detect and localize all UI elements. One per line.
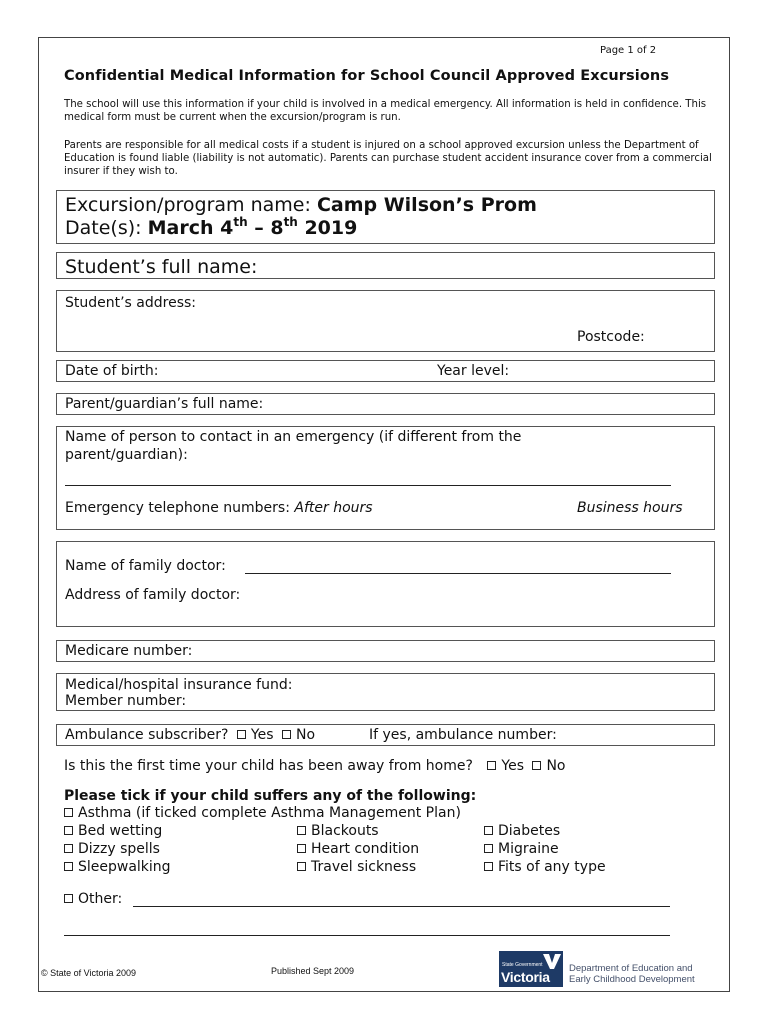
document-title: Confidential Medical Information for School Council Approved Excursions <box>64 68 670 84</box>
excursion-dates-row <box>65 217 357 239</box>
ambulance-row <box>65 727 315 743</box>
emergency-contact-label-1: Name of person to contact in an emergency (if different from the <box>65 429 522 445</box>
year-level-label: Year level: <box>437 363 510 379</box>
doctor-address-label: Address of family doctor: <box>65 587 241 603</box>
first-time-no-checkbox[interactable] <box>532 761 541 770</box>
condition-label: Migraine <box>498 841 559 857</box>
insurance-fund-label: Medical/hospital insurance fund: <box>65 677 293 693</box>
condition-label: Dizzy spells <box>78 841 160 857</box>
condition-item <box>64 841 160 857</box>
condition-checkbox[interactable] <box>297 844 306 853</box>
gov-small-text: State Government <box>502 962 543 968</box>
condition-checkbox[interactable] <box>484 862 493 871</box>
intro-paragraph-2: Parents are responsible for all medical costs if a student is injured on a school approved excursion unless the Department of Education is found liable (liability is not automatic). Parents can purchase student accident insurance cover from a commercial insurer if they wish to. <box>64 140 712 177</box>
condition-label: Heart condition <box>311 841 420 857</box>
condition-item <box>484 859 606 875</box>
condition-asthma <box>64 805 461 821</box>
conditions-heading: Please tick if your child suffers any of the following: <box>64 788 477 804</box>
condition-item <box>64 859 171 875</box>
condition-label: Diabetes <box>498 823 561 839</box>
insurance-box[interactable] <box>56 673 715 711</box>
other-line-1[interactable] <box>133 906 670 907</box>
emergency-phone-row <box>65 500 373 516</box>
emergency-contact-line <box>65 485 671 486</box>
published-text: Published Sept 2009 <box>271 966 355 976</box>
other-checkbox[interactable] <box>64 894 73 903</box>
parent-name-box[interactable] <box>56 393 715 415</box>
excursion-dates-value: March 4th – 8th 2019 <box>147 215 358 239</box>
condition-other <box>64 891 122 907</box>
first-time-row <box>64 758 566 774</box>
condition-label: Sleepwalking <box>78 859 171 875</box>
condition-label: Fits of any type <box>498 859 606 875</box>
doctor-box[interactable] <box>56 541 715 627</box>
postcode-label: Postcode: <box>577 329 645 345</box>
condition-label: Blackouts <box>311 823 379 839</box>
asthma-label: Asthma (if ticked complete Asthma Management Plan) <box>78 805 461 821</box>
page-number: Page 1 of 2 <box>600 45 657 56</box>
intro-paragraph-1: The school will use this information if your child is involved in a medical emergency. All information is held in confidence. This medical form must be current when the excursion/program is run. <box>64 99 707 123</box>
condition-item <box>484 841 559 857</box>
student-name-box[interactable] <box>56 252 715 279</box>
medicare-box[interactable] <box>56 640 715 662</box>
condition-checkbox[interactable] <box>484 826 493 835</box>
member-number-label: Member number: <box>65 693 187 709</box>
condition-checkbox[interactable] <box>297 826 306 835</box>
ambulance-no-label: No <box>295 727 316 743</box>
condition-label: Bed wetting <box>78 823 163 839</box>
excursion-dates-label: Date(s): <box>65 217 142 239</box>
ambulance-yes-checkbox[interactable] <box>237 730 246 739</box>
student-name-label: Student’s full name: <box>65 256 258 278</box>
ambulance-number-label: If yes, ambulance number: <box>369 727 557 743</box>
department-line-2: Early Childhood Development <box>569 974 695 985</box>
emergency-box[interactable] <box>56 426 715 530</box>
emergency-phone-label: Emergency telephone numbers: <box>65 500 290 516</box>
medicare-label: Medicare number: <box>65 643 193 659</box>
excursion-name-value: Camp Wilson’s Prom <box>316 194 537 216</box>
asthma-checkbox[interactable] <box>64 808 73 817</box>
first-time-question: Is this the first time your child has been away from home? <box>64 758 473 774</box>
business-hours-label: Business hours <box>577 500 683 516</box>
excursion-box <box>56 190 715 244</box>
ambulance-box <box>56 724 715 746</box>
condition-checkbox[interactable] <box>64 826 73 835</box>
condition-checkbox[interactable] <box>64 844 73 853</box>
condition-item <box>297 823 379 839</box>
condition-checkbox[interactable] <box>484 844 493 853</box>
condition-item <box>297 841 419 857</box>
condition-checkbox[interactable] <box>297 862 306 871</box>
student-address-box[interactable] <box>56 290 715 352</box>
after-hours-label: After hours <box>294 500 373 516</box>
dob-box[interactable] <box>56 360 715 382</box>
other-line-2[interactable] <box>64 935 670 936</box>
condition-item <box>297 859 416 875</box>
doctor-name-label: Name of family doctor: <box>65 558 226 574</box>
ambulance-label: Ambulance subscriber? <box>65 727 229 743</box>
excursion-name-label: Excursion/program name: <box>65 194 311 216</box>
victoria-name: Victoria <box>501 969 550 985</box>
first-time-yes-checkbox[interactable] <box>487 761 496 770</box>
ambulance-yes-label: Yes <box>250 727 274 743</box>
other-label: Other: <box>78 891 123 907</box>
condition-item <box>484 823 560 839</box>
department-line-1: Department of Education and <box>569 963 693 974</box>
ambulance-no-checkbox[interactable] <box>282 730 291 739</box>
department-name <box>569 963 695 985</box>
first-time-no-label: No <box>546 758 566 774</box>
condition-label: Travel sickness <box>311 859 417 875</box>
excursion-name-row <box>65 194 537 216</box>
first-time-yes-label: Yes <box>501 758 524 774</box>
emergency-contact-label-2: parent/guardian): <box>65 447 188 463</box>
condition-checkbox[interactable] <box>64 862 73 871</box>
victoria-logo <box>499 951 563 987</box>
student-address-label: Student’s address: <box>65 295 197 311</box>
copyright-text: © State of Victoria 2009 <box>41 968 137 978</box>
doctor-name-line <box>245 573 671 574</box>
parent-name-label: Parent/guardian’s full name: <box>65 396 264 412</box>
dob-label: Date of birth: <box>65 363 159 379</box>
condition-item <box>64 823 162 839</box>
